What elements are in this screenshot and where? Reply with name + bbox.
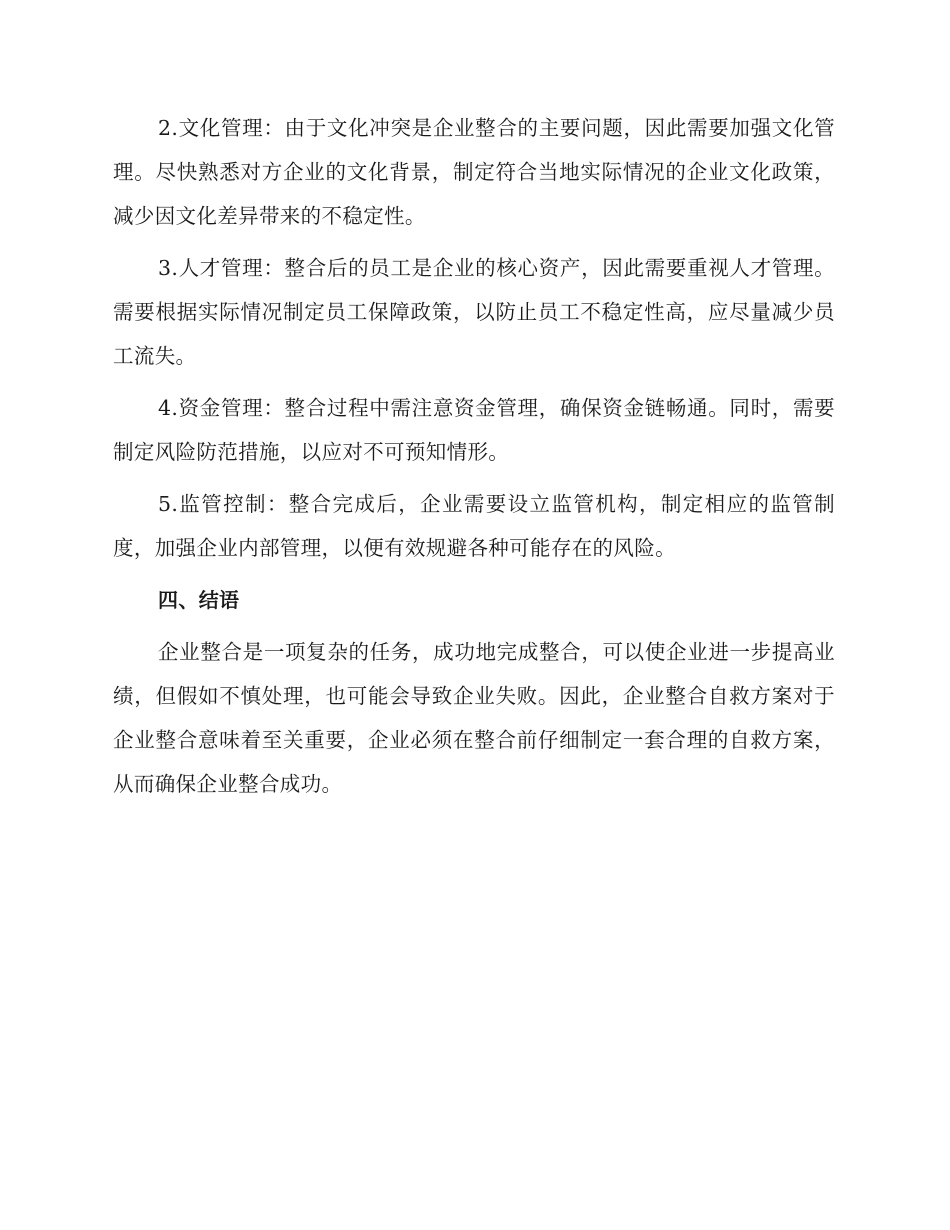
paragraph-supervision-control: 5.监管控制：整合完成后，企业需要设立监管机构，制定相应的监管制度，加强企业内部管理，以便有效规避各种可能存在的风险。	[113, 492, 835, 560]
paragraph-conclusion: 企业整合是一项复杂的任务，成功地完成整合，可以使企业进一步提高业绩，但假如不慎处理，也可能会导致企业失败。因此，企业整合自救方案对于企业整合意味着至关重要，企业必须在整合前仔细制定一套合理的自救方案，从而确保企业整合成功。	[113, 640, 835, 796]
paragraph-capital-management: 4.资金管理：整合过程中需注意资金管理，确保资金链畅通。同时，需要制定风险防范措施，以应对不可预知情形。	[113, 396, 835, 464]
section-heading-conclusion: 四、结语	[158, 588, 240, 612]
paragraph-culture-management: 2.文化管理：由于文化冲突是企业整合的主要问题，因此需要加强文化管理。尽快熟悉对方企业的文化背景，制定符合当地实际情况的企业文化政策，减少因文化差异带来的不稳定性。	[113, 116, 835, 228]
paragraph-talent-management: 3.人才管理：整合后的员工是企业的核心资产，因此需要重视人才管理。需要根据实际情况制定员工保障政策，以防止员工不稳定性高，应尽量减少员工流失。	[113, 256, 835, 368]
document-page	[113, 106, 835, 814]
